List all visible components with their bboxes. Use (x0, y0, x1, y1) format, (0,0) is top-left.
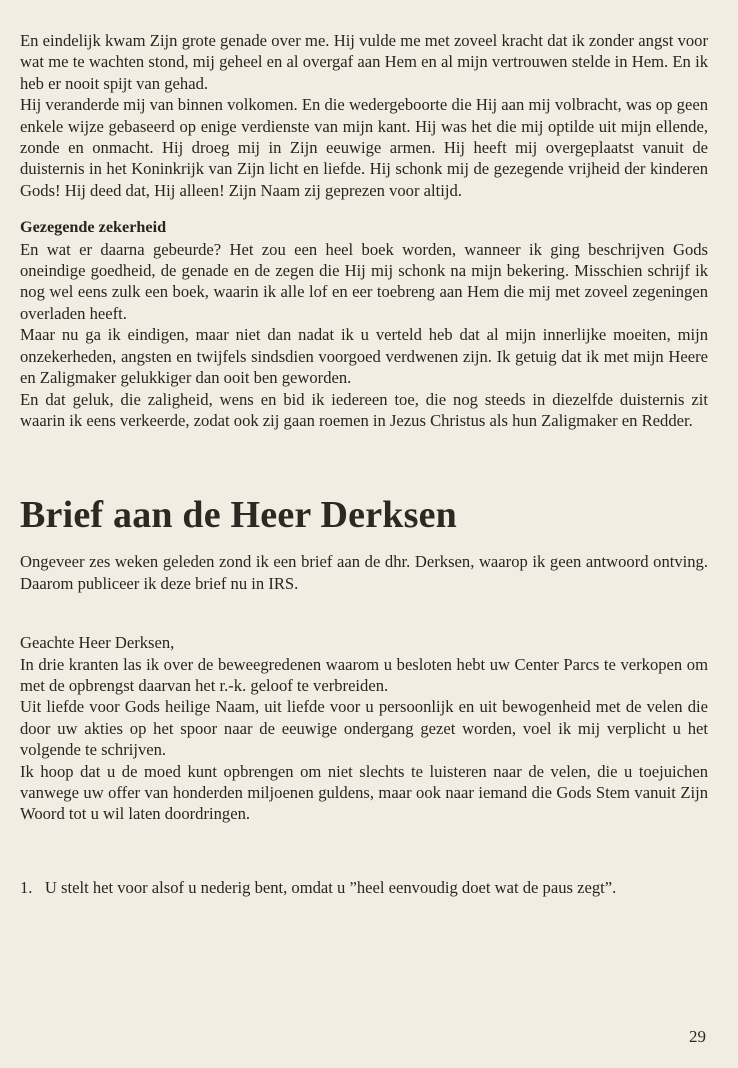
paragraph: En dat geluk, die zaligheid, wens en bid ik iedereen toe, die nog steeds in diezelfde duisternis zit waarin ik eens verkeerde, zodat ook zij gaan roemen in Jezus Christus als hun Zaligmaker en Redder. (20, 389, 708, 430)
paragraph: En eindelijk kwam Zijn grote genade over me. Hij vulde me met zoveel kracht dat ik zonder angst voor wat me te wachten stond, mij geheel en al overgaf aan Hem en al mijn vertrouwen stelde in Hem. En ik heb er nooit spijt van gehad. (20, 31, 708, 93)
page-number: 29 (689, 1027, 706, 1046)
numbered-point: 1. U stelt het voor alsof u nederig bent, omdat u ”heel eenvoudig doet wat de paus zegt”. (20, 877, 617, 897)
paragraph: In drie kranten las ik over de beweegredenen waarom u besloten hebt uw Center Parcs te verkopen om met de opbrengst daarvan het r.-k. geloof te verbreiden. (20, 654, 708, 695)
article-title: Brief aan de Heer Derksen (20, 494, 457, 537)
paragraph: Uit liefde voor Gods heilige Naam, uit liefde voor u persoonlijk en uit bewogenheid met de velen die door uw akties op het spoor naar de eeuwige ondergang gezet worden, voel ik mij verplicht u het volgende te schrijven. (20, 697, 708, 760)
article-intro: Ongeveer zes weken geleden zond ik een brief aan de dhr. Derksen, waarop ik geen antwoord ontving. Daarom publiceer ik deze brief nu in IRS. (20, 552, 708, 593)
paragraph: En wat er daarna gebeurde? Het zou een heel boek worden, wanneer ik ging beschrijven Gods oneindige goedheid, de genade en de zegen die Hij mij schonk na mijn bekering. Misschien schrijf ik nog wel eens zulk een boek, waarin ik alle lof en eer toebreng aan Hem die mij met zoveel zegeningen overladen heeft. (20, 239, 708, 323)
page-content (20, 30, 708, 898)
letter-salutation: Geachte Heer Derksen, (20, 633, 175, 653)
paragraph: Maar nu ga ik eindigen, maar niet dan nadat ik u verteld heb dat al mijn innerlijke moeiten, mijn onzekerheden, angsten en twijfels sindsdien voorgoed verdwenen zijn. Ik getuig dat ik met mijn Heere en Zaligmaker gelukkiger dan ooit ben geworden. (20, 325, 708, 388)
section-heading: Gezegende zekerheid (20, 218, 167, 237)
paragraph: Hij veranderde mij van binnen volkomen. En die wedergeboorte die Hij aan mij volbracht, was op geen enkele wijze gebaseerd op enige verdienste van mijn kant. Hij was het die mij optilde uit mijn ellende, zonde en onmacht. Hij droeg mij in Zijn eeuwige armen. Hij heeft mij overgeplaatst vanuit de duisternis in het Koninkrijk van Zijn licht en liefde. Hij schonk mij de gezegende vrijheid der kinderen Gods! Hij deed dat, Hij alleen! Zijn Naam zij geprezen voor altijd. (20, 95, 708, 200)
paragraph: Ik hoop dat u de moed kunt opbrengen om niet slechts te luisteren naar de velen, die u toejuichen vanwege uw offer van honderden miljoenen guldens, maar ook naar iemand die Gods Stem vanuit Zijn Woord tot u wil laten doordringen. (20, 761, 708, 824)
